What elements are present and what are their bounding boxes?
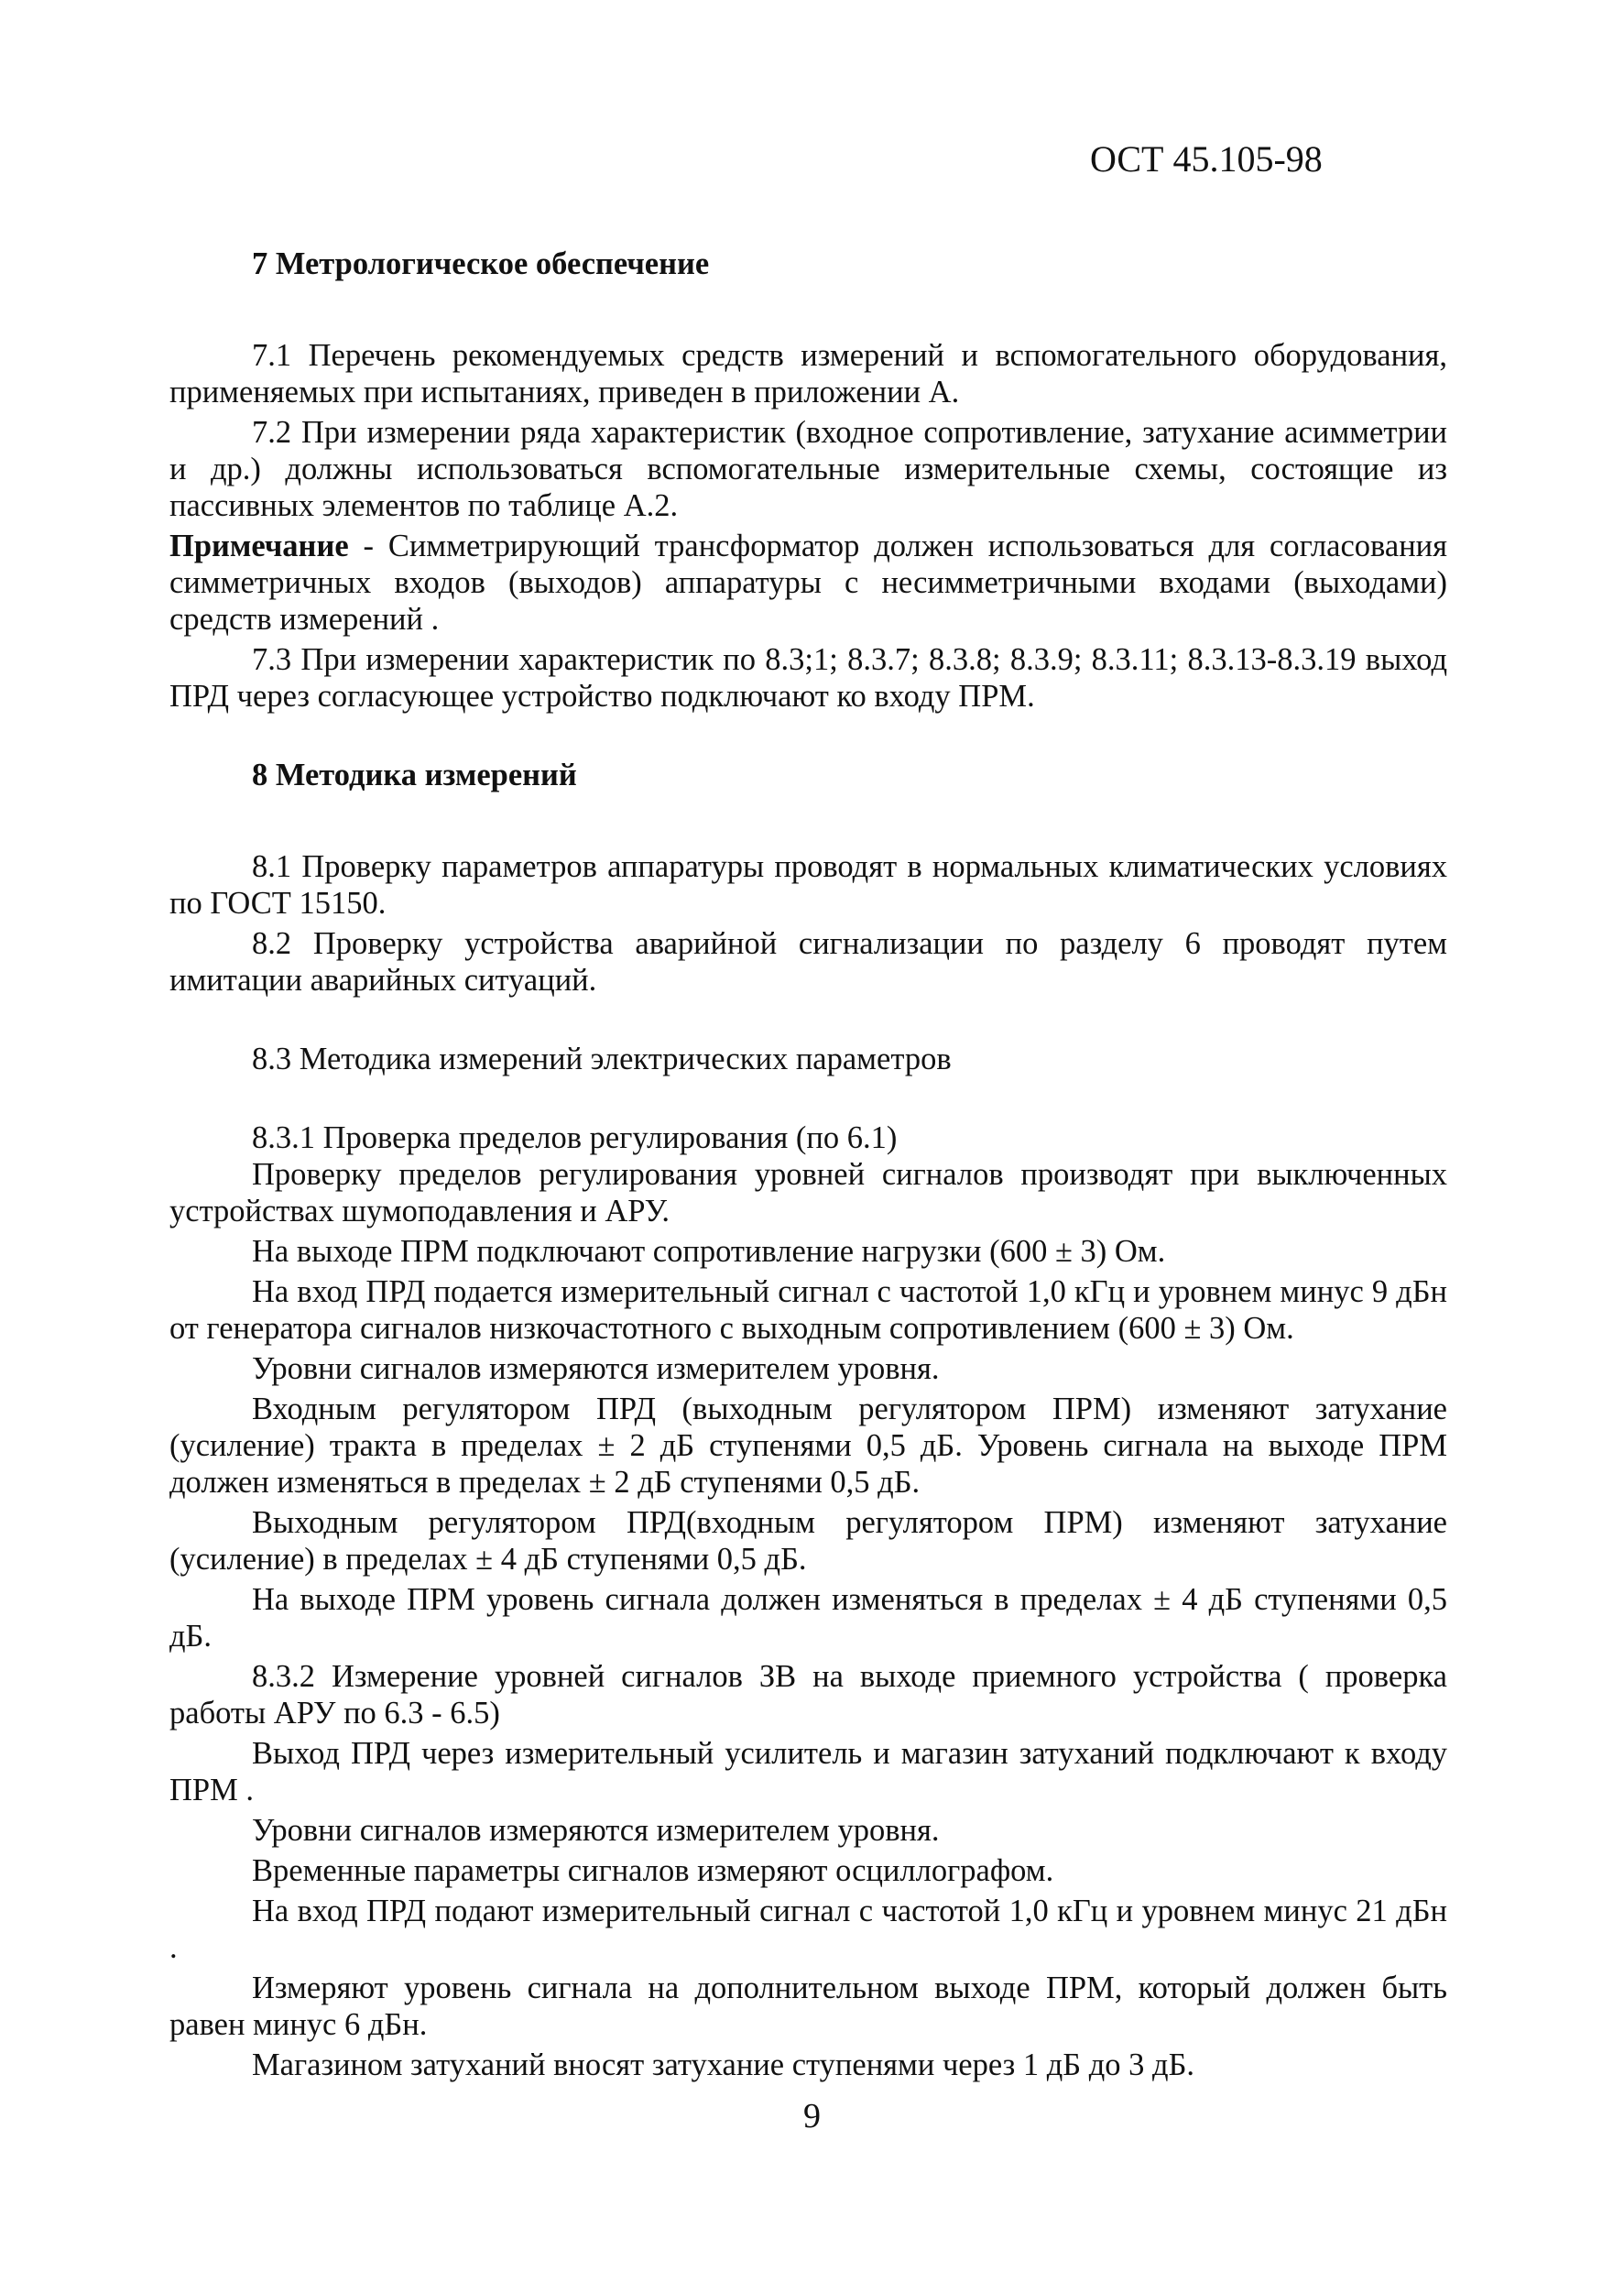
subsection-8-3-title: 8.3 Методика измерений электрических параметров — [252, 1042, 952, 1076]
paragraph-8-3-1-c: На вход ПРД подается измерительный сигнал с частотой 1,0 кГц и уровнем минус 9 дБн от генератора сигналов низкочастотного с выходным сопротивлением (600 ± 3) Ом. — [169, 1274, 1447, 1346]
paragraph-8-3-1-f: Выходным регулятором ПРД(входным регулятором ПРМ) изменяют затухание (усиление) в пределах ± 4 дБ ступенями 0,5 дБ. — [169, 1505, 1447, 1577]
paragraph-8-3-1-g: На выходе ПРМ уровень сигнала должен изменяться в пределах ± 4 дБ ступенями 0,5 дБ. — [169, 1582, 1447, 1654]
note — [169, 528, 1447, 638]
paragraph-8-3-2-c: Временные параметры сигналов измеряют осциллографом. — [252, 1853, 1054, 1888]
paragraph-8-3-1-d: Уровни сигналов измеряются измерителем уровня. — [252, 1351, 940, 1386]
paragraph-7-2: 7.2 При измерении ряда характеристик (входное сопротивление, затухание асимметрии и др.) должны использоваться вспомогательные измерительные схемы, состоящие из пассивных элементов по таблице А.2. — [169, 415, 1447, 523]
paragraph-8-1: 8.1 Проверку параметров аппаратуры проводят в нормальных климатических условиях по ГОСТ 15150. — [169, 849, 1447, 921]
section-7-title: 7 Метрологическое обеспечение — [252, 246, 710, 281]
paragraph-8-3-1-a: Проверку пределов регулирования уровней сигналов производят при выключенных устройствах шумоподавления и АРУ. — [169, 1157, 1447, 1228]
paragraph-8-3-2-e: Измеряют уровень сигнала на дополнительном выходе ПРМ, который должен быть равен минус 6 дБн. — [169, 1971, 1447, 2042]
paragraph-8-2: 8.2 Проверку устройства аварийной сигнализации по разделу 6 проводят путем имитации аварийных ситуаций. — [169, 926, 1447, 998]
note-text: - Симметрирующий трансформатор должен использоваться для согласования симметричных входов (выходов) аппаратуры с несимметричными входами (выходами) средств измерений . — [169, 529, 1447, 637]
paragraph-8-3-1-b: На выходе ПРМ подключают сопротивление нагрузки (600 ± 3) Ом. — [252, 1234, 1166, 1269]
paragraph-7-3: 7.3 При измерении характеристик по 8.3;1; 8.3.7; 8.3.8; 8.3.9; 8.3.11; 8.3.13-8.3.19 выход ПРД через согласующее устройство подключают ко входу ПРМ. — [169, 642, 1447, 714]
subsection-8-3-2-title: 8.3.2 Измерение уровней сигналов ЗВ на выходе приемного устройства ( проверка работы АРУ по 6.3 - 6.5) — [169, 1659, 1447, 1731]
page-number: 9 — [803, 2097, 821, 2135]
paragraph-8-3-1-e: Входным регулятором ПРД (выходным регулятором ПРМ) изменяют затухание (усиление) тракта в пределах ± 2 дБ ступенями 0,5 дБ. Уровень сигнала на выходе ПРМ должен изменяться в пределах ± 2 дБ ступенями 0,5 дБ. — [169, 1392, 1447, 1500]
section-8-title: 8 Методика измерений — [252, 758, 577, 792]
page-content — [169, 246, 1447, 2083]
paragraph-7-1: 7.1 Перечень рекомендуемых средств измерений и вспомогательного оборудования, применяемых при испытаниях, приведен в приложении А. — [169, 338, 1447, 409]
document-code: ОСТ 45.105-98 — [1090, 138, 1323, 180]
paragraph-8-3-2-d: На вход ПРД подают измерительный сигнал с частотой 1,0 кГц и уровнем минус 21 дБн . — [169, 1894, 1447, 1965]
paragraph-8-3-2-a: Выход ПРД через измерительный усилитель и магазин затуханий подключают к входу ПРМ . — [169, 1736, 1447, 1807]
paragraph-8-3-2-b: Уровни сигналов измеряются измерителем уровня. — [252, 1813, 940, 1848]
subsection-8-3-1-title: 8.3.1 Проверка пределов регулирования (по 6.1) — [252, 1120, 898, 1155]
paragraph-8-3-2-f: Магазином затуханий вносят затухание ступенями через 1 дБ до 3 дБ. — [252, 2047, 1195, 2082]
note-label: Примечание — [169, 529, 349, 563]
